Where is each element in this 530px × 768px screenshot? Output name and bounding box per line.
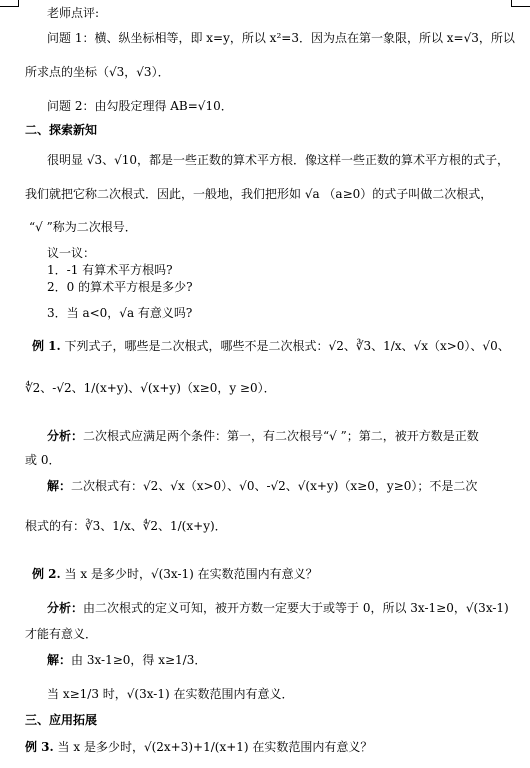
example-1-solution-line-1	[47, 476, 477, 496]
example-2-solution-label: 解：	[47, 653, 72, 667]
example-1-analysis-line-2: 或 0．	[25, 453, 61, 467]
example-1-analysis-text: 二次根式应满足两个条件：第一，有二次根号“√ ”；第二，被开方数是正数	[83, 429, 479, 443]
discussion-title: 议一议：	[47, 246, 96, 260]
question-2: 问题 2：由勾股定理得 AB=√10．	[47, 99, 233, 113]
explore-paragraph-line-1: 很明显 √3、√10，都是一些正数的算术平方根．像这样一些正数的算术平方根的式子，	[47, 153, 510, 167]
example-2-analysis-label: 分析：	[47, 601, 84, 615]
example-1-question: 下列式子，哪些是二次根式，哪些不是二次根式：√2、∛3、1/x、√x（x>0）、√0、	[64, 339, 510, 353]
analysis-label: 分析：	[47, 429, 84, 443]
example-3-question: 当 x 是多少时，√(2x+3)+1/(x+1) 在实数范围内有意义？	[57, 740, 373, 754]
example-2-conclusion: 当 x≥1/3 时，√(3x-1) 在实数范围内有意义．	[47, 687, 294, 701]
example-1-label: 例 1.	[32, 339, 61, 353]
example-3-label: 例 3.	[25, 740, 54, 754]
section-3-heading: 三、应用拓展	[25, 713, 98, 727]
explore-paragraph-line-2: 我们就把它称二次根式．因此，一般地，我们把形如 √a （a≥0）的式子叫做二次根式，	[25, 187, 493, 201]
page-corner-mark-right	[511, 0, 530, 7]
section-2-heading: 二、探索新知	[25, 123, 98, 137]
example-1-solution-text: 二次根式有：√2、√x（x>0）、√0、-√2、√(x+y)（x≥0，y≥0）；不是二次	[71, 479, 478, 493]
explore-paragraph-line-3: “√ ”称为二次根号．	[29, 220, 137, 234]
example-2-label: 例 2.	[32, 567, 61, 581]
example-1-line-2: ∜2、-√2、1/(x+y)、√(x+y)（x≥0，y ≥0）．	[25, 381, 276, 395]
example-2-question: 当 x 是多少时，√(3x-1) 在实数范围内有意义？	[64, 567, 318, 581]
example-2-solution-text: 由 3x-1≥0，得 x≥1/3．	[71, 653, 207, 667]
example-1-analysis-line-1	[47, 426, 479, 446]
teacher-comment-heading: 老师点评:	[47, 6, 100, 20]
discussion-question-2: 2．0 的算术平方根是多少?	[47, 280, 193, 294]
example-2-analysis-line-1	[47, 598, 509, 618]
discussion-question-1: 1．-1 有算术平方根吗?	[47, 263, 173, 277]
question-1-line-1: 问题 1：横、纵坐标相等，即 x=y，所以 x²=3．因为点在第一象限，所以 x=√3，所以	[47, 31, 515, 45]
example-1-line-1	[32, 336, 510, 356]
example-1-solution-line-2: 根式的有：∛3、1/x、∜2、1/(x+y)．	[25, 519, 227, 533]
discussion-question-3: 3．当 a<0，√a 有意义吗?	[47, 306, 193, 320]
solution-label: 解：	[47, 479, 72, 493]
question-1-line-2: 所求点的坐标（√3，√3）．	[25, 65, 170, 79]
example-2-solution	[47, 650, 206, 670]
example-2-analysis-text: 由二次根式的定义可知，被开方数一定要大于或等于 0，所以 3x-1≥0，√(3x-1)	[83, 601, 509, 615]
page-corner-mark-left	[0, 0, 19, 7]
example-2-analysis-line-2: 才能有意义．	[25, 627, 98, 641]
example-3-question-line	[25, 737, 372, 757]
example-2-question-line	[32, 564, 318, 584]
